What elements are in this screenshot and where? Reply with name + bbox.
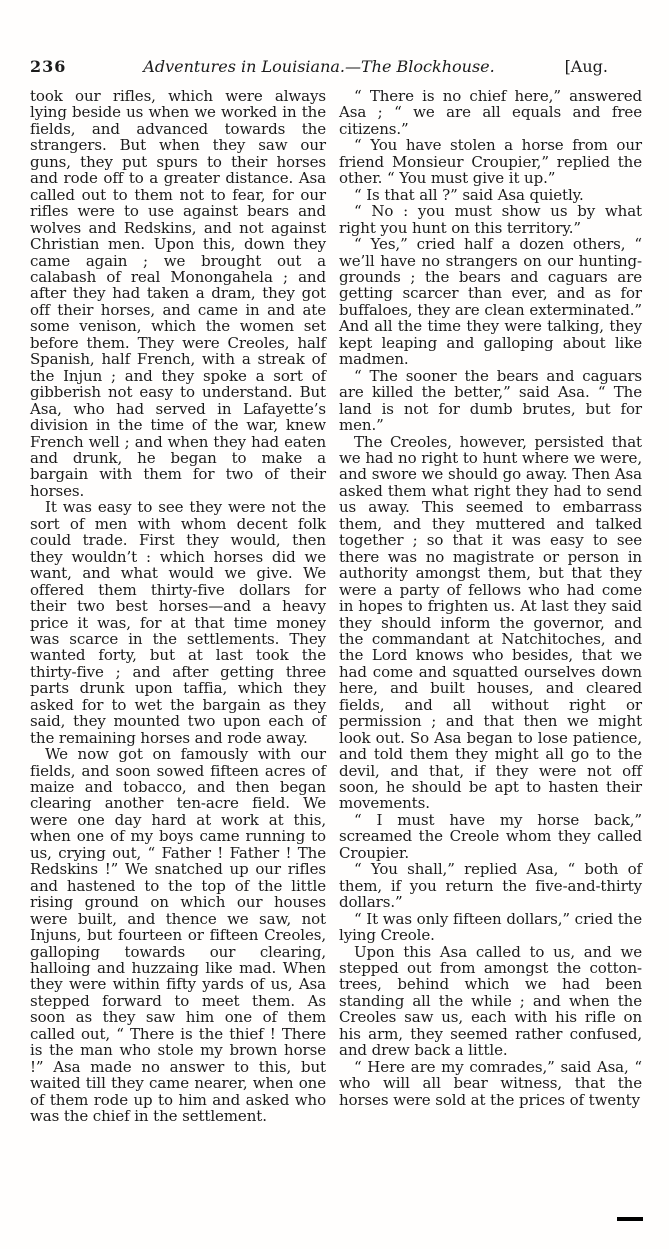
paragraph: “ It was only fifteen dollars,” cried the lying Creole. bbox=[339, 909, 642, 945]
running-header bbox=[30, 57, 642, 77]
paragraph: We now got on famously with our fields, and soon sowed fifteen acres of maize and tobacco, and then began clearing another ten-acre field. We were one day hard at work at this, when one of my boys came running to us, crying out, “ Father ! Father ! The Redskins !” We snatched up our rifles and hastened to the top of the little rising ground on which our houses were built, and thence we saw, not Injuns, but fourteen or fifteen Creoles, galloping towards our clearing, halloing and huzzaing like mad. When they were within fifty yards of us, Asa stepped forward to meet them. As soon as they saw him one of them called out, “ There is the thief ! There is the man who stole my brown horse !” Asa made no answer to this, but waited till they came nearer, when one of them rode up to him and asked who was the chief in the settlement. bbox=[30, 745, 326, 1126]
left-column bbox=[30, 88, 326, 1125]
paragraph: took our rifles, which were always lying beside us when we worked in the fields, and advanced towards the strangers. But when they saw our guns, they put spurs to their horses and rode off to a greater distance. Asa called out to them not to fear, for our rifles were to use against bears and wolves and Redskins, and not against Christian men. Upon this, down they came again ; we brought out a calabash of real Monongahela ; and after they had taken a dram, they got off their horses, and came in and ate some venison, which the women set before them. They were Creoles, half Spanish, half French, with a streak of the Injun ; and they spoke a sort of gibberish not easy to understand. But Asa, who had served in Lafayette’s division in the time of the war, knew French well ; and when they had eaten and drunk, he began to make a bargain with them for two of their horses. bbox=[30, 87, 326, 500]
text-columns bbox=[30, 88, 642, 1125]
paragraph: “ You shall,” replied Asa, “ both of them, if you return the five-and-thirty dollars.” bbox=[339, 860, 642, 912]
paragraph: “ Yes,” cried half a dozen others, “ we’ll have no strangers on our hunting-grounds ; the bears and caguars are getting scarcer than ever, and as for buffaloes, they are clean exterminated.” And all the time they were talking, they kept leaping and galloping about like madmen. bbox=[339, 235, 642, 369]
paragraph: “ I must have my horse back,” screamed the Creole whom they called Croupier. bbox=[339, 810, 642, 862]
paragraph: “ Here are my comrades,” said Asa, “ who will all bear witness, that the horses were sold at the prices of twenty bbox=[339, 1057, 642, 1109]
paragraph: “ There is no chief here,” answered Asa ; “ we are all equals and free citizens.” bbox=[339, 87, 642, 138]
paragraph: The Creoles, however, persisted that we had no right to hunt where we were, and swore we should go away. Then Asa asked them what right they had to send us away. This seemed to embarrass them, and they muttered and talked together ; so that it was easy to see there was no magistrate or person in authority amongst them, but that they were a party of fellows who had come in hopes to frighten us. At last they said they should inform the governor, and the commandant at Natchitoches, and the Lord knows who besides, that we had come and squatted ourselves down here, and built houses, and cleared fields, and all without right or permission ; and that then we might look out. So Asa began to lose patience, and told them they might all go to the devil, and that, if they were not off soon, he should be apt to hasten their movements. bbox=[339, 432, 642, 813]
paragraph: “ No : you must show us by what right you hunt on this territory.” bbox=[339, 202, 642, 237]
issue-label: [Aug. bbox=[564, 57, 608, 76]
paragraph: “ The sooner the bears and caguars are killed the better,” said Asa. “ The land is not for dumb brutes, but for men.” bbox=[339, 366, 642, 435]
running-title: Adventures in Louisiana.—The Blockhouse. bbox=[143, 57, 495, 76]
paragraph: “ Is that all ?” said Asa quietly. bbox=[354, 185, 584, 204]
page-number: 236 bbox=[30, 57, 67, 76]
paragraph: It was easy to see they were not the sort of men with whom decent folk could trade. First they would, then they wouldn’t : which horses did we want, and what would we give. We offered them thirty-five dollars for their two best horses—and a heavy price it was, for at that time money was scarce in the settlements. They wanted forty, but at last took the thirty-five ; and after getting three parts drunk upon taffia, which they asked for to wet the bargain as they said, they mounted two upon each of the remaining horses and rode away. bbox=[30, 498, 326, 747]
printers-rule-mark bbox=[617, 1217, 643, 1221]
paragraph: “ You have stolen a horse from our friend Monsieur Croupier,” replied the other. “ You must give it up.” bbox=[339, 136, 642, 188]
paragraph: Upon this Asa called to us, and we stepped out from amongst the cotton-trees, behind which we had been standing all the while ; and when the Creoles saw us, each with his rifle on his arm, they seemed rather confused, and drew back a little. bbox=[339, 942, 642, 1060]
right-column bbox=[339, 88, 642, 1125]
